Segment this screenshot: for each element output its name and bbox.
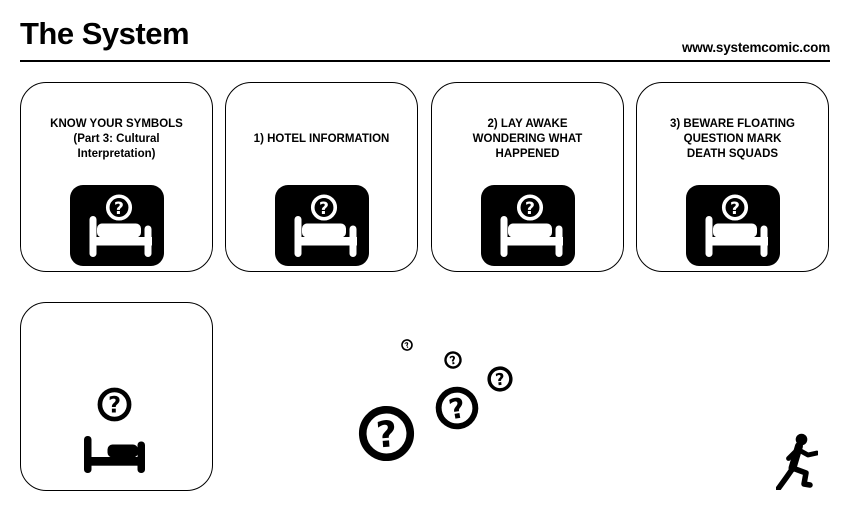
empty-bed-icon [84, 436, 145, 474]
page-title: The System [20, 16, 190, 51]
hotel-information-symbol-icon [686, 185, 780, 266]
caption-line: 3) BEWARE FLOATING [669, 117, 795, 130]
comic-panel-2 [225, 82, 418, 272]
comic-panel-4 [636, 82, 829, 272]
panel-caption [643, 95, 822, 183]
header-divider [20, 60, 830, 62]
comic-panel-1 [20, 82, 213, 272]
comic-panel-5 [20, 302, 213, 491]
caption-line: DEATH SQUADS [686, 147, 779, 160]
caption-line: 1) HOTEL INFORMATION [253, 132, 390, 145]
running-person-icon [776, 432, 818, 490]
floating-question-mark-icon [432, 383, 483, 434]
floating-question-mark-icon [399, 337, 414, 352]
caption-line: Interpretation) [77, 147, 156, 160]
caption-line: KNOW YOUR SYMBOLS [50, 117, 183, 130]
website-url: www.systemcomic.com [681, 40, 830, 55]
panel-caption [27, 95, 206, 183]
caption-line: 2) LAY AWAKE [487, 117, 568, 130]
hotel-information-symbol-icon [481, 185, 575, 266]
hotel-information-symbol-icon [70, 185, 164, 266]
circled-question-mark-icon [97, 387, 132, 422]
caption-line: QUESTION MARK [683, 132, 782, 145]
comic-panel-3 [431, 82, 624, 272]
floating-question-mark-icon [356, 403, 417, 464]
floating-question-mark-icon [442, 349, 464, 371]
caption-line: HAPPENED [495, 147, 560, 160]
caption-line: (Part 3: Cultural [73, 132, 160, 145]
panel-caption [232, 95, 411, 183]
floating-question-mark-icon [486, 365, 515, 394]
hotel-information-symbol-icon [275, 185, 369, 266]
caption-line: WONDERING WHAT [472, 132, 583, 145]
panel-caption [438, 95, 617, 183]
